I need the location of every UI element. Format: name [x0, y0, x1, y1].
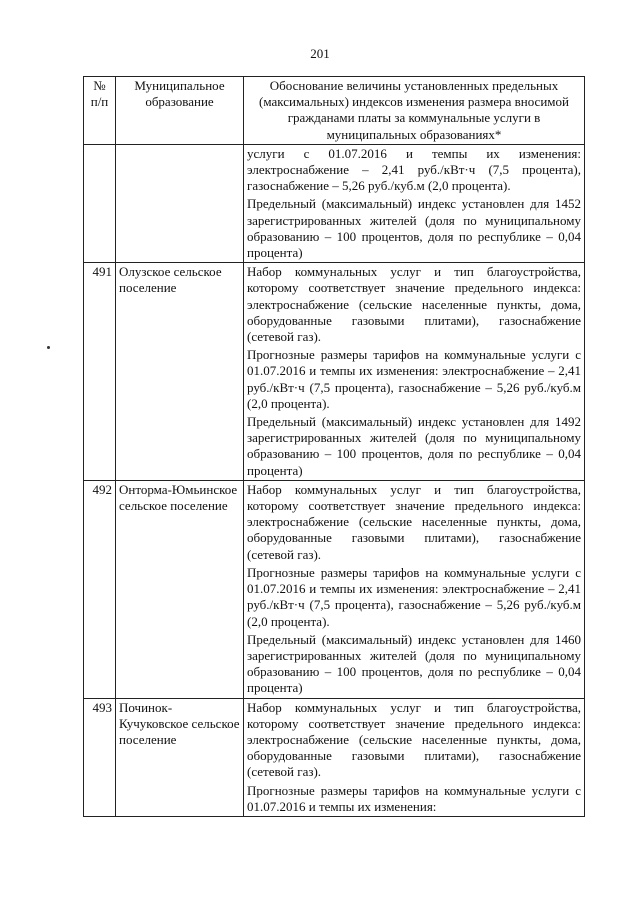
scan-speck	[47, 346, 50, 349]
header-justification: Обоснование величины установленных предельных (максимальных) индексов изменения размера вносимой гражданами платы за коммунальные услуги в муниципальных образованиях*	[244, 77, 585, 145]
services-text: Набор коммунальных услуг и тип благоустройства, которому соответствует значение предельного индекса: электроснабжение (сельские населенные пункты, дома, оборудованные газовыми плитами), газоснабжение (сетевой газ).	[247, 264, 581, 345]
tariffs-text: Прогнозные размеры тарифов на коммунальные услуги с 01.07.2016 и темпы их изменения: электроснабжение – 2,41 руб./кВт·ч (7,5 процента), газоснабжение – 5,26 руб./куб.м (2,0 процента).	[247, 347, 581, 411]
page-number: 201	[310, 46, 330, 61]
row-justification	[244, 144, 585, 262]
services-text: Набор коммунальных услуг и тип благоустройства, которому соответствует значение предельного индекса: электроснабжение (сельские населенные пункты, дома, оборудованные газовыми плитами), газоснабжение (сетевой газ).	[247, 699, 581, 780]
row-municipality: Онторма-Юмьинское сельское поселение	[116, 480, 244, 698]
row-num: 493	[84, 698, 116, 816]
tariffs-text: услуги с 01.07.2016 и темпы их изменения: электроснабжение – 2,41 руб./кВт·ч (7,5 процента), газоснабжение – 5,26 руб./куб.м (2,0 процента).	[247, 145, 581, 194]
tariffs-text: Прогнозные размеры тарифов на коммунальные услуги с 01.07.2016 и темпы их изменения: электроснабжение – 2,41 руб./кВт·ч (7,5 процента), газоснабжение – 5,26 руб./куб.м (2,0 процента).	[247, 564, 581, 629]
row-municipality: Олузское сельское поселение	[116, 263, 244, 481]
table-row-continuation	[84, 144, 585, 262]
row-justification	[244, 263, 585, 481]
table-header-row	[84, 77, 585, 145]
row-num-empty	[84, 144, 116, 262]
header-municipality: Муниципальное образование	[116, 77, 244, 145]
tariffs-text: Прогнозные размеры тарифов на коммунальные услуги с 01.07.2016 и темпы их изменения:	[247, 782, 581, 814]
row-municipality: Починок-Кучуковское сельское поселение	[116, 698, 244, 816]
header-num: № п/п	[84, 77, 116, 145]
index-text: Предельный (максимальный) индекс установлен для 1452 зарегистрированных жителей (доля по муниципальному образованию – 100 процентов, доля по республике – 0,04 процента)	[247, 196, 581, 261]
utility-index-table	[83, 76, 585, 817]
table-row	[84, 698, 585, 816]
row-num: 492	[84, 480, 116, 698]
services-text: Набор коммунальных услуг и тип благоустройства, которому соответствует значение предельного индекса: электроснабжение (сельские населенные пункты, дома, оборудованные газовыми плитами), газоснабжение (сетевой газ).	[247, 481, 581, 562]
row-municipality-empty	[116, 144, 244, 262]
row-num: 491	[84, 263, 116, 481]
index-text: Предельный (максимальный) индекс установлен для 1492 зарегистрированных жителей (доля по муниципальному образованию – 100 процентов, доля по республике – 0,04 процента)	[247, 414, 581, 478]
index-text: Предельный (максимальный) индекс установлен для 1460 зарегистрированных жителей (доля по муниципальному образованию – 100 процентов, доля по республике – 0,04 процента)	[247, 631, 581, 696]
table-row	[84, 480, 585, 698]
row-justification	[244, 698, 585, 816]
table-row	[84, 263, 585, 481]
row-justification	[244, 480, 585, 698]
